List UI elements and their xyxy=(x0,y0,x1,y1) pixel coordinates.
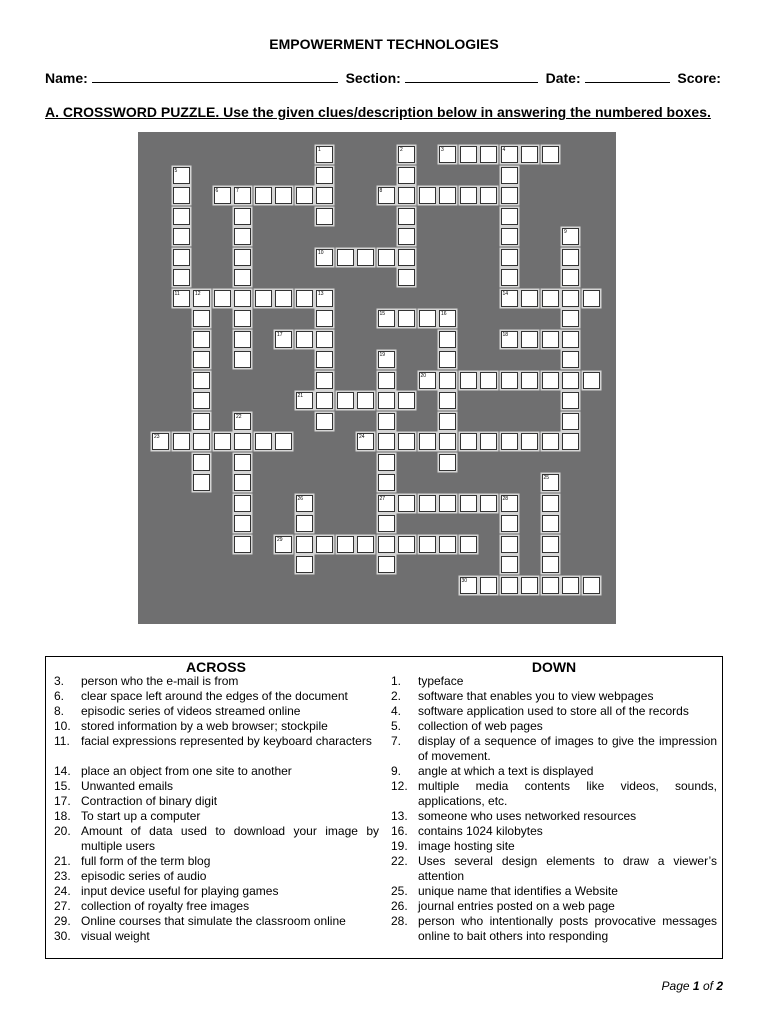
crossword-cell[interactable] xyxy=(234,413,251,430)
crossword-cell[interactable] xyxy=(460,146,477,163)
clue-number: 9 xyxy=(564,229,567,235)
crossword-cell[interactable] xyxy=(419,433,436,450)
clue-number: 6. xyxy=(54,689,65,703)
crossword-cell[interactable] xyxy=(357,536,374,553)
clue-text: facial expressions represented by keyboard characters xyxy=(81,734,372,748)
crossword-cell[interactable] xyxy=(439,536,456,553)
crossword-cell[interactable] xyxy=(316,372,333,389)
crossword-cell[interactable] xyxy=(316,351,333,368)
crossword-cell[interactable] xyxy=(542,515,559,532)
clue-number: 14 xyxy=(502,290,509,297)
clue-text: Amount of data used to download your image by multiple users xyxy=(81,824,379,853)
crossword-cell[interactable] xyxy=(501,577,518,594)
clue-number: 5 xyxy=(174,167,178,174)
crossword-cell[interactable] xyxy=(316,208,333,225)
crossword-cell[interactable] xyxy=(296,187,313,204)
crossword-cell[interactable] xyxy=(316,249,333,266)
crossword-cell[interactable] xyxy=(296,290,313,307)
crossword-cell[interactable] xyxy=(562,433,579,450)
crossword-cell[interactable] xyxy=(398,433,415,450)
clue-number: 4 xyxy=(502,147,506,153)
clue-text: person who the e-mail is from xyxy=(81,674,239,688)
crossword-cell[interactable] xyxy=(378,351,395,368)
clue-text: software that enables you to view webpages xyxy=(418,689,654,703)
crossword-cell[interactable] xyxy=(357,392,374,409)
clue-text: display of a sequence of images to give the impression of movement. xyxy=(418,734,717,763)
clue-number: 2 xyxy=(400,147,403,153)
clue-number: 13. xyxy=(391,809,408,823)
crossword-grid xyxy=(138,132,616,624)
clues-box xyxy=(45,656,723,959)
crossword-cell[interactable] xyxy=(275,187,292,204)
crossword-cell[interactable] xyxy=(234,269,251,286)
clue-number: 16 xyxy=(441,311,447,317)
clue-text: stored information by a web browser; stockpile xyxy=(81,719,328,733)
crossword-cell[interactable] xyxy=(193,351,210,368)
crossword-cell[interactable] xyxy=(562,249,579,266)
crossword-cell[interactable] xyxy=(193,413,210,430)
clue-number: 3 xyxy=(441,147,444,153)
crossword-cell[interactable] xyxy=(398,495,415,512)
clue-number: 11. xyxy=(54,734,70,748)
clue-number: 15 xyxy=(379,311,386,317)
crossword-cell[interactable] xyxy=(419,536,436,553)
clue-number: 26. xyxy=(391,899,408,913)
clue-number: 17. xyxy=(54,794,71,808)
crossword-cell[interactable] xyxy=(173,167,190,184)
clue-number: 11 xyxy=(174,290,180,297)
crossword-cell[interactable] xyxy=(562,290,579,307)
clue-number: 21 xyxy=(297,393,304,399)
crossword-cell[interactable] xyxy=(152,433,169,450)
crossword-cell[interactable] xyxy=(255,290,272,307)
crossword-cell[interactable] xyxy=(378,249,395,266)
crossword-cell[interactable] xyxy=(275,536,292,553)
crossword-cell[interactable] xyxy=(316,290,333,307)
crossword-cell[interactable] xyxy=(275,433,292,450)
crossword-cell[interactable] xyxy=(398,392,415,409)
clue-number: 28. xyxy=(391,914,408,928)
crossword-cell[interactable] xyxy=(193,310,210,327)
crossword-cell[interactable] xyxy=(234,249,251,266)
clue-number: 6 xyxy=(215,188,219,194)
crossword-cell[interactable] xyxy=(501,187,518,204)
crossword-cell[interactable] xyxy=(501,495,518,512)
crossword-cell[interactable] xyxy=(439,413,456,430)
crossword-cell[interactable] xyxy=(460,536,477,553)
crossword-cell[interactable] xyxy=(521,290,538,307)
clue-number: 22 xyxy=(236,413,242,420)
crossword-cell[interactable] xyxy=(501,536,518,553)
crossword-cell[interactable] xyxy=(316,310,333,327)
date-field[interactable] xyxy=(585,71,670,83)
crossword-cell[interactable] xyxy=(562,372,579,389)
crossword-cell[interactable] xyxy=(542,495,559,512)
clue-text: person who intentionally posts provocative messages online to bait others into responding xyxy=(418,914,717,943)
crossword-cell[interactable] xyxy=(378,536,395,553)
crossword-cell[interactable] xyxy=(439,495,456,512)
crossword-cell[interactable] xyxy=(542,536,559,553)
crossword-cell[interactable] xyxy=(234,208,251,225)
clue-number: 3. xyxy=(54,674,65,688)
across-heading: ACROSS xyxy=(186,659,246,675)
crossword-cell[interactable] xyxy=(480,495,497,512)
clue-text: collection of web pages xyxy=(418,719,543,733)
clue-number: 27. xyxy=(54,899,71,913)
clue-text: clear space left around the edges of the document xyxy=(81,689,348,703)
crossword-cell[interactable] xyxy=(501,556,518,573)
crossword-cell[interactable] xyxy=(234,351,251,368)
crossword-cell[interactable] xyxy=(316,167,333,184)
crossword-cell[interactable] xyxy=(378,187,395,204)
clue-number: 19 xyxy=(379,352,386,358)
crossword-cell[interactable] xyxy=(378,413,395,430)
crossword-cell[interactable] xyxy=(460,577,477,594)
crossword-cell[interactable] xyxy=(337,536,354,553)
clue-text: visual weight xyxy=(81,929,150,943)
clue-number: 18. xyxy=(54,809,71,823)
crossword-cell[interactable] xyxy=(234,290,251,307)
crossword-cell[interactable] xyxy=(398,269,415,286)
crossword-cell[interactable] xyxy=(439,187,456,204)
clue-number: 8. xyxy=(54,704,65,718)
crossword-cell[interactable] xyxy=(173,433,190,450)
clue-number: 9. xyxy=(391,764,402,778)
crossword-cell[interactable] xyxy=(193,331,210,348)
crossword-cell[interactable] xyxy=(378,433,395,450)
crossword-cell[interactable] xyxy=(439,392,456,409)
clue-number: 24 xyxy=(359,434,365,440)
clue-text: place an object from one site to another xyxy=(81,764,292,778)
crossword-cell[interactable] xyxy=(542,433,559,450)
date-label: Date: xyxy=(545,70,581,86)
crossword-cell[interactable] xyxy=(439,433,456,450)
clue-number: 1 xyxy=(318,147,321,153)
crossword-cell[interactable] xyxy=(542,577,559,594)
crossword-cell[interactable] xyxy=(480,433,497,450)
crossword-cell[interactable] xyxy=(460,433,477,450)
clue-text: journal entries posted on a web page xyxy=(418,899,615,913)
clue-number: 8 xyxy=(379,188,383,194)
crossword-cell[interactable] xyxy=(398,249,415,266)
crossword-cell[interactable] xyxy=(501,372,518,389)
document-title: EMPOWERMENT TECHNOLOGIES xyxy=(269,36,499,52)
clue-number: 7. xyxy=(391,734,402,748)
crossword-cell[interactable] xyxy=(234,228,251,245)
clue-number: 15. xyxy=(54,779,71,793)
crossword-cell[interactable] xyxy=(316,413,333,430)
score-label: Score: xyxy=(677,70,721,86)
crossword-cell[interactable] xyxy=(501,167,518,184)
crossword-cell[interactable] xyxy=(296,392,313,409)
crossword-cell[interactable] xyxy=(501,331,518,348)
clue-number: 22. xyxy=(391,854,408,868)
crossword-cell[interactable] xyxy=(583,577,600,594)
crossword-cell[interactable] xyxy=(480,187,497,204)
clue-number: 26 xyxy=(297,495,304,502)
crossword-cell[interactable] xyxy=(501,290,518,307)
crossword-cell[interactable] xyxy=(378,556,395,573)
crossword-cell[interactable] xyxy=(398,187,415,204)
clue-number: 19. xyxy=(391,839,408,853)
crossword-cell[interactable] xyxy=(501,433,518,450)
crossword-cell[interactable] xyxy=(460,187,477,204)
crossword-cell[interactable] xyxy=(542,372,559,389)
name-label: Name: xyxy=(45,70,88,86)
crossword-cell[interactable] xyxy=(378,515,395,532)
crossword-cell[interactable] xyxy=(173,228,190,245)
clue-number: 21. xyxy=(54,854,71,868)
clue-text: typeface xyxy=(418,674,464,688)
crossword-cell[interactable] xyxy=(460,372,477,389)
clue-number: 14. xyxy=(54,764,71,778)
crossword-cell[interactable] xyxy=(234,515,251,532)
clue-text: full form of the term blog xyxy=(81,854,211,868)
clue-number: 7 xyxy=(236,188,239,194)
section-field[interactable] xyxy=(405,71,538,83)
crossword-cell[interactable] xyxy=(173,249,190,266)
crossword-cell[interactable] xyxy=(439,310,456,327)
crossword-cell[interactable] xyxy=(214,187,231,204)
crossword-cell[interactable] xyxy=(562,413,579,430)
clue-number: 29 xyxy=(277,536,283,543)
crossword-cell[interactable] xyxy=(173,290,190,307)
crossword-cell[interactable] xyxy=(419,495,436,512)
name-field[interactable] xyxy=(92,71,338,83)
clue-text: someone who uses networked resources xyxy=(418,809,637,823)
clue-number: 13 xyxy=(318,290,324,297)
crossword-cell[interactable] xyxy=(419,372,436,389)
clue-text: image hosting site xyxy=(418,839,515,853)
crossword-cell[interactable] xyxy=(583,372,600,389)
crossword-cell[interactable] xyxy=(501,208,518,225)
clue-text: input device useful for playing games xyxy=(81,884,279,898)
crossword-cell[interactable] xyxy=(501,146,518,163)
crossword-cell[interactable] xyxy=(521,331,538,348)
clue-number: 10 xyxy=(318,249,324,256)
clue-number: 12 xyxy=(195,290,201,297)
crossword-cell[interactable] xyxy=(173,187,190,204)
crossword-cell[interactable] xyxy=(255,187,272,204)
clue-number: 30 xyxy=(461,577,468,584)
crossword-cell[interactable] xyxy=(193,474,210,491)
clue-number: 29. xyxy=(54,914,71,928)
crossword-cell[interactable] xyxy=(542,146,559,163)
crossword-cell[interactable] xyxy=(234,310,251,327)
crossword-cell[interactable] xyxy=(521,372,538,389)
clue-text: To start up a computer xyxy=(81,809,201,823)
clue-number: 23. xyxy=(54,869,71,883)
crossword-cell[interactable] xyxy=(296,556,313,573)
crossword-cell[interactable] xyxy=(398,167,415,184)
clue-number: 1. xyxy=(391,674,402,688)
crossword-cell[interactable] xyxy=(357,433,374,450)
crossword-cell[interactable] xyxy=(234,331,251,348)
crossword-cell[interactable] xyxy=(296,515,313,532)
crossword-cell[interactable] xyxy=(316,146,333,163)
clue-text: episodic series of audio xyxy=(81,869,207,883)
clue-number: 23 xyxy=(154,434,160,440)
crossword-cell[interactable] xyxy=(255,433,272,450)
clue-number: 5. xyxy=(391,719,402,733)
clue-text: collection of royalty free images xyxy=(81,899,250,913)
crossword-cell[interactable] xyxy=(398,146,415,163)
clue-text: Uses several design elements to draw a viewer’s attention xyxy=(418,854,717,883)
crossword-cell[interactable] xyxy=(378,474,395,491)
crossword-cell[interactable] xyxy=(562,310,579,327)
clue-number: 27 xyxy=(379,495,386,502)
clue-text: Unwanted emails xyxy=(81,779,174,793)
crossword-cell[interactable] xyxy=(542,331,559,348)
crossword-cell[interactable] xyxy=(337,392,354,409)
clue-number: 2. xyxy=(391,689,402,703)
crossword-cell[interactable] xyxy=(193,392,210,409)
clue-text: Contraction of binary digit xyxy=(81,794,218,808)
clue-number: 12. xyxy=(391,779,408,793)
clue-number: 24. xyxy=(54,884,71,898)
clue-number: 25 xyxy=(543,475,550,481)
crossword-cell[interactable] xyxy=(234,474,251,491)
crossword-cell[interactable] xyxy=(480,372,497,389)
crossword-cell[interactable] xyxy=(316,392,333,409)
crossword-cell[interactable] xyxy=(562,331,579,348)
crossword-cell[interactable] xyxy=(378,310,395,327)
crossword-cell[interactable] xyxy=(542,474,559,491)
crossword-cell[interactable] xyxy=(419,187,436,204)
crossword-cell[interactable] xyxy=(296,331,313,348)
student-info-line xyxy=(45,70,721,86)
clue-text: contains 1024 kilobytes xyxy=(418,824,543,838)
crossword-cell[interactable] xyxy=(173,269,190,286)
crossword-cell[interactable] xyxy=(316,331,333,348)
crossword-cell[interactable] xyxy=(296,495,313,512)
crossword-cell[interactable] xyxy=(439,146,456,163)
crossword-cell[interactable] xyxy=(439,372,456,389)
crossword-cell[interactable] xyxy=(234,495,251,512)
crossword-cell[interactable] xyxy=(439,331,456,348)
crossword-cell[interactable] xyxy=(583,290,600,307)
clue-number: 20 xyxy=(420,372,427,379)
crossword-cell[interactable] xyxy=(378,392,395,409)
crossword-cell[interactable] xyxy=(501,228,518,245)
crossword-cell[interactable] xyxy=(398,536,415,553)
clue-text: multiple media contents like videos, sounds, applications, etc. xyxy=(418,779,717,808)
down-heading: DOWN xyxy=(531,659,577,675)
crossword-cell[interactable] xyxy=(193,290,210,307)
clue-number: 20. xyxy=(54,824,71,838)
crossword-cell[interactable] xyxy=(357,249,374,266)
crossword-cell[interactable] xyxy=(193,433,210,450)
clue-number: 25. xyxy=(391,884,408,898)
crossword-cell[interactable] xyxy=(521,577,538,594)
clue-number: 4. xyxy=(391,704,402,718)
clue-number: 28 xyxy=(502,495,509,502)
crossword-cell[interactable] xyxy=(234,187,251,204)
crossword-cell[interactable] xyxy=(234,454,251,471)
crossword-cell[interactable] xyxy=(501,249,518,266)
crossword-cell[interactable] xyxy=(460,495,477,512)
crossword-cell[interactable] xyxy=(378,495,395,512)
crossword-cell[interactable] xyxy=(275,290,292,307)
crossword-cell[interactable] xyxy=(337,249,354,266)
crossword-cell[interactable] xyxy=(316,536,333,553)
crossword-cell[interactable] xyxy=(214,290,231,307)
crossword-cell[interactable] xyxy=(275,331,292,348)
clue-number: 10. xyxy=(54,719,71,733)
crossword-cell[interactable] xyxy=(316,187,333,204)
crossword-cell[interactable] xyxy=(378,372,395,389)
crossword-cell[interactable] xyxy=(562,269,579,286)
clue-text: episodic series of videos streamed online xyxy=(81,704,301,718)
crossword-cell[interactable] xyxy=(562,577,579,594)
crossword-cell[interactable] xyxy=(439,454,456,471)
crossword-cell[interactable] xyxy=(501,515,518,532)
crossword-cell[interactable] xyxy=(193,372,210,389)
crossword-cell[interactable] xyxy=(296,536,313,553)
crossword-cell[interactable] xyxy=(542,290,559,307)
crossword-cell[interactable] xyxy=(501,269,518,286)
crossword-cell[interactable] xyxy=(439,351,456,368)
clue-text: Online courses that simulate the classroom online xyxy=(81,914,346,928)
clue-text: software application used to store all of the records xyxy=(418,704,689,718)
crossword-cell[interactable] xyxy=(521,146,538,163)
section-label: Section: xyxy=(345,70,401,86)
clue-text: unique name that identifies a Website xyxy=(418,884,618,898)
crossword-cell[interactable] xyxy=(480,146,497,163)
crossword-cell[interactable] xyxy=(562,228,579,245)
crossword-cell[interactable] xyxy=(398,310,415,327)
crossword-cell[interactable] xyxy=(398,228,415,245)
clue-number: 30. xyxy=(54,929,71,943)
page-number: Page 1 of 2 xyxy=(661,979,723,993)
crossword-cell[interactable] xyxy=(193,454,210,471)
crossword-cell[interactable] xyxy=(542,556,559,573)
crossword-cell[interactable] xyxy=(378,454,395,471)
crossword-cell[interactable] xyxy=(234,536,251,553)
crossword-cell[interactable] xyxy=(480,577,497,594)
clue-text: angle at which a text is displayed xyxy=(418,764,594,778)
crossword-cell[interactable] xyxy=(234,433,251,450)
crossword-cell[interactable] xyxy=(214,433,231,450)
crossword-cell[interactable] xyxy=(562,351,579,368)
clue-number: 16. xyxy=(391,824,408,838)
crossword-cell[interactable] xyxy=(173,208,190,225)
instructions: A. CROSSWORD PUZZLE. Use the given clues/description below in answering the numbered boxes. xyxy=(45,104,711,120)
crossword-cell[interactable] xyxy=(419,310,436,327)
clue-number: 18 xyxy=(502,331,509,338)
crossword-cell[interactable] xyxy=(562,392,579,409)
crossword-cell[interactable] xyxy=(521,433,538,450)
crossword-cell[interactable] xyxy=(398,208,415,225)
clue-number: 17 xyxy=(277,331,283,338)
